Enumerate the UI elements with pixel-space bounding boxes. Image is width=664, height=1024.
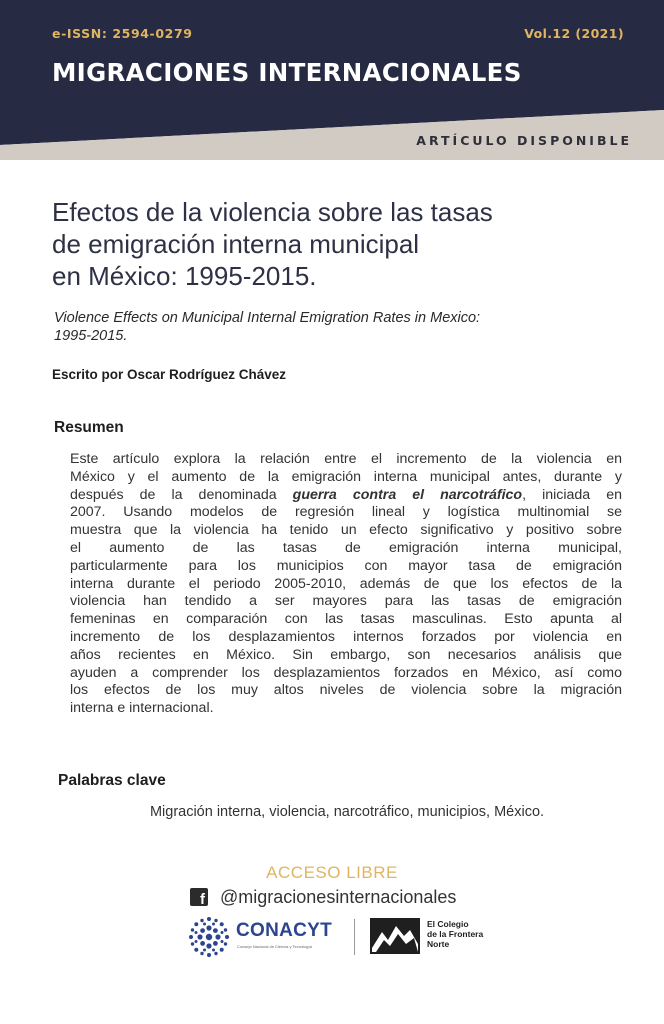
abstract-text: después de la denominada xyxy=(70,486,293,503)
logo-divider xyxy=(354,919,355,955)
abstract-line: ayuden a comprender los desplazamientos forzados en México, así como xyxy=(70,664,622,681)
subtitle-line: Violence Effects on Municipal Internal Emigration Rates in Mexico: xyxy=(54,310,481,326)
journal-header xyxy=(0,0,664,160)
conacyt-logo xyxy=(186,914,346,960)
article-title xyxy=(52,196,612,292)
colef-name xyxy=(427,919,483,949)
abstract-line: muestra que la violencia ha tenido un efecto significativo y positivo sobre xyxy=(70,522,622,539)
abstract-line: interna e internacional. xyxy=(70,700,214,717)
volume-label: Vol.12 (2021) xyxy=(524,26,624,41)
keywords-heading: Palabras clave xyxy=(58,772,166,789)
abstract-line: interna durante el periodo 2005-2010, además de que los efectos de la xyxy=(70,575,622,592)
article-title-line: en México: 1995-2015. xyxy=(52,261,317,291)
abstract-line-with-emphasis xyxy=(70,487,622,505)
abstract-line: el aumento de las tasas de emigración interna municipal, xyxy=(70,539,622,556)
abstract-emphasis: guerra contra el narcotráfico xyxy=(292,486,523,503)
colef-line: Norte xyxy=(427,939,450,949)
facebook-icon: f xyxy=(190,888,208,906)
subtitle-line: 1995-2015. xyxy=(54,327,128,344)
abstract-text: , iniciada en xyxy=(522,486,623,503)
abstract-line: México y el aumento de la emigración interna municipal antes, durante y xyxy=(70,468,622,485)
abstract-line: 2007. Usando modelos de regresión lineal y logística multinomial se xyxy=(70,504,622,521)
colef-line: El Colegio xyxy=(427,919,469,929)
colef-mountain-icon xyxy=(370,918,420,954)
abstract-heading: Resumen xyxy=(54,419,124,436)
abstract-line: los efectos de los muy altos niveles de violencia sobre la migración xyxy=(70,682,622,699)
colef-line: de la Frontera xyxy=(427,929,484,939)
article-subtitle-english xyxy=(54,310,614,345)
abstract-line: particularmente para los municipios con mayor tasa de emigración xyxy=(70,557,622,574)
conacyt-subtitle: Consejo Nacional de Ciencia y Tecnología xyxy=(237,944,312,949)
conacyt-dots-icon xyxy=(186,914,232,960)
abstract-line: Este artículo explora la relación entre el incremento de la violencia en xyxy=(70,451,622,467)
availability-label: ARTÍCULO DISPONIBLE xyxy=(416,133,632,148)
article-title-line: de emigración interna municipal xyxy=(52,229,420,259)
abstract-line: años recientes en México. Sin embargo, son necesarios análisis que xyxy=(70,646,622,663)
open-access-label: ACCESO LIBRE xyxy=(266,863,398,882)
social-handle[interactable]: @migracionesinternacionales xyxy=(220,886,457,907)
journal-title: MIGRACIONES INTERNACIONALES xyxy=(52,58,522,87)
author-byline: Escrito por Oscar Rodríguez Chávez xyxy=(52,367,287,382)
abstract-line: femeninas en comparación con las tasas masculinas. Esto apunta al xyxy=(70,611,622,628)
facebook-link[interactable] xyxy=(190,885,456,909)
abstract-line: violencia han tendido a ser mayores para las tasas de emigración xyxy=(70,593,622,610)
keywords-list: Migración interna, violencia, narcotráfico, municipios, México. xyxy=(149,804,545,820)
article-title-line: Efectos de la violencia sobre las tasas xyxy=(52,197,493,227)
conacyt-name: CONACYT xyxy=(236,920,333,941)
abstract-line: incremento de los desplazamientos internos forzados por violencia en xyxy=(70,628,622,645)
issn-label: e-ISSN: 2594-0279 xyxy=(52,26,193,41)
abstract-body xyxy=(70,451,622,718)
